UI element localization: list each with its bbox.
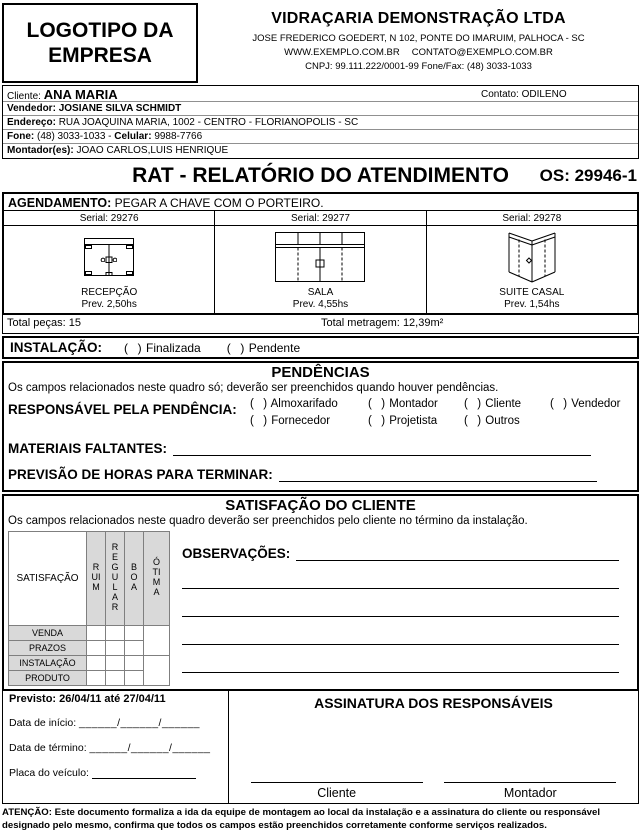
total-metragem (321, 317, 443, 329)
company-info (198, 3, 639, 83)
totals-row (2, 315, 639, 334)
row-label: VENDA (9, 626, 87, 641)
signature-montador (444, 767, 616, 800)
previsao-row (4, 467, 637, 482)
table-header-row (9, 532, 170, 626)
column-header-ruim (87, 532, 106, 626)
row-label: PRAZOS (9, 641, 87, 656)
item-col-suite (426, 211, 637, 313)
satisfaction-cell[interactable] (106, 641, 125, 656)
option-label: Projetista (389, 415, 438, 427)
satisfacao-content (4, 529, 637, 686)
satisfaction-cell[interactable] (87, 641, 106, 656)
door-diagram-recepcao (4, 226, 214, 287)
items-section (2, 211, 639, 315)
previsao-label: PREVISÃO DE HORAS PARA TERMINAR: (8, 467, 273, 482)
satisfacao-section (2, 494, 639, 691)
vendedor-name: JOSIANE SILVA SCHMIDT (58, 103, 182, 114)
item-serial: Serial: 29278 (427, 211, 637, 226)
option-label: Outros (485, 415, 520, 427)
contato-label: Contato: (481, 89, 519, 100)
column-header-label: REGULAR (111, 542, 119, 612)
placa-blank-line[interactable] (92, 768, 196, 779)
option-finalizada[interactable] (124, 341, 201, 355)
option-outros[interactable] (464, 413, 550, 430)
checkbox-pendente[interactable]: ( ) (226, 340, 246, 355)
satisfaction-cell[interactable] (125, 641, 144, 656)
row-label: INSTALAÇÃO (9, 656, 87, 671)
total-pecas-value: 15 (68, 317, 82, 329)
row-label: PRODUTO (9, 671, 87, 686)
corner-cell: SATISFAÇÃO (9, 532, 87, 626)
pendencias-title: PENDÊNCIAS (271, 364, 370, 381)
item-prev-hours: Prev. 1,54hs (504, 299, 560, 310)
page-title: RAT - RELATÓRIO DO ATENDIMENTO (132, 164, 509, 187)
column-header-otima (144, 532, 170, 626)
satisfaction-cell[interactable] (87, 656, 106, 671)
client-info-box (2, 85, 639, 159)
materiais-blank-line[interactable] (173, 443, 591, 456)
satisfaction-cell[interactable] (106, 656, 125, 671)
vendedor-label: Vendedor: (7, 103, 56, 114)
item-name: RECEPÇÃO (81, 287, 138, 298)
montadores-value: JOAO CARLOS,LUIS HENRIQUE (76, 145, 229, 156)
footer-warning: ATENÇÃO: Este documento formaliza a ida da equipe de montagem ao local da instalação e a assinatura do cliente ou responsável designado pelo mesmo, confirma que todos os campos estão preenchidos corretamente conforme serviços realizados. (2, 807, 600, 831)
satisfacao-title: SATISFAÇÃO DO CLIENTE (225, 497, 416, 514)
company-cnpj: CNPJ: 99.111.222/0001-99 Fone/Fax: (48) 3033-1033 (305, 61, 532, 72)
option-pendente[interactable] (227, 341, 300, 355)
data-inicio-blank[interactable]: ______/______/______ (79, 717, 200, 729)
door-diagram-sala (215, 226, 425, 287)
title-bar (2, 159, 639, 192)
data-inicio-row (9, 717, 222, 729)
company-contacts (198, 47, 639, 58)
observacoes-blank-line[interactable] (296, 548, 619, 561)
previsto-dates: Previsto: 26/04/11 até 27/04/11 (9, 693, 166, 705)
contato-name: ODILENO (521, 89, 567, 100)
company-logo (2, 3, 198, 83)
instalacao-row (2, 336, 639, 359)
item-prev-hours: Prev. 4,55hs (292, 299, 349, 310)
observacoes-row (182, 546, 633, 561)
cliente-name: ANA MARIA (43, 87, 118, 102)
client-row-fone (3, 130, 638, 144)
os-number: OS: 29946-1 (539, 166, 637, 185)
agendamento-label: AGENDAMENTO: (8, 196, 112, 210)
endereco-label: Endereço: (7, 117, 56, 128)
option-cliente[interactable] (464, 396, 550, 413)
contato (481, 89, 567, 100)
observacoes-blank-line[interactable] (182, 617, 619, 645)
satisfaction-cell[interactable] (87, 671, 106, 686)
materiais-label: MATERIAIS FALTANTES: (8, 441, 167, 456)
column-header-boa (125, 532, 144, 626)
table-row-instalacao (9, 656, 170, 671)
previsao-blank-line[interactable] (279, 469, 597, 482)
logo-text: LOGOTIPO DA EMPRESA (26, 19, 174, 67)
company-email: CONTATO@EXEMPLO.COM.BR (411, 47, 553, 58)
responsavel-label: RESPONSÁVEL PELA PENDÊNCIA: (8, 402, 237, 417)
data-inicio-label: Data de início: (9, 717, 77, 729)
cliente-label: Cliente: (7, 91, 41, 102)
checkbox-outros[interactable]: ( ) (464, 415, 483, 427)
agendamento-value: PEGAR A CHAVE COM O PORTEIRO. (114, 196, 324, 210)
option-label: Almoxarifado (270, 398, 338, 410)
dash-separator: - (108, 131, 112, 142)
data-termino-blank[interactable]: ______/______/______ (89, 742, 211, 754)
item-name: SALA (307, 287, 334, 298)
option-pendente-label: Pendente (248, 340, 301, 355)
total-metragem-value: 12,39m² (402, 317, 444, 329)
signature-cliente (251, 767, 423, 800)
dates-panel (3, 691, 229, 803)
signature-label-cliente: Cliente (317, 786, 357, 800)
celular-label: Celular: (114, 131, 152, 142)
item-col-recepcao (4, 211, 214, 313)
observacoes-blank-line[interactable] (182, 589, 619, 617)
client-row-cliente (3, 86, 638, 102)
observacoes-label: OBSERVAÇÕES: (182, 546, 291, 561)
option-label: Montador (389, 398, 438, 410)
option-label: Vendedor (571, 398, 621, 410)
satisfaction-cell[interactable] (106, 671, 125, 686)
responsavel-row (4, 396, 637, 430)
checkbox-cliente[interactable]: ( ) (464, 398, 483, 410)
fone-value: (48) 3033-1033 (37, 131, 106, 142)
pendencias-section (2, 361, 639, 492)
document-header (2, 3, 639, 83)
option-label: Cliente (485, 398, 522, 410)
celular-value: 9988-7766 (154, 131, 203, 142)
satisfacao-note: Os campos relacionados neste quadro deverão ser preenchidos pelo cliente no término da instalação. (8, 515, 528, 527)
total-metragem-label: Total metragem: (321, 317, 400, 329)
column-header-label: RUIM (91, 562, 101, 592)
checkbox-fornecedor[interactable]: ( ) (250, 415, 269, 427)
checkbox-finalizada[interactable]: ( ) (124, 340, 143, 355)
option-vendedor[interactable] (550, 396, 633, 413)
satisfaction-cell[interactable] (144, 656, 170, 686)
checkbox-montador[interactable]: ( ) (368, 398, 387, 410)
agendamento-row (2, 192, 639, 211)
option-almoxarifado[interactable] (250, 396, 368, 413)
column-header-label: BOA (130, 562, 138, 592)
item-col-sala (214, 211, 425, 313)
satisfaction-table (8, 531, 170, 686)
company-name: VIDRAÇARIA DEMONSTRAÇÃO LTDA (271, 10, 566, 27)
observacoes-area (170, 531, 633, 686)
pendencias-note: Os campos relacionados neste quadro só; deverão ser preenchidos quando houver pendências. (8, 382, 499, 394)
signature-line-montador[interactable] (444, 767, 616, 783)
option-label: Fornecedor (271, 415, 331, 427)
satisfaction-cell[interactable] (125, 626, 144, 641)
materiais-row (4, 441, 637, 456)
signatures-row (229, 767, 638, 800)
signature-label-montador: Montador (503, 786, 557, 800)
signatures-title: ASSINATURA DOS RESPONSÁVEIS (314, 695, 553, 711)
responsavel-options (250, 396, 633, 430)
company-website: WWW.EXEMPLO.COM.BR (284, 47, 400, 58)
observacoes-blank-line[interactable] (182, 561, 619, 589)
item-serial: Serial: 29277 (215, 211, 425, 226)
endereco-value: RUA JOAQUINA MARIA, 1002 - CENTRO - FLORIANOPOLIS - SC (58, 117, 359, 128)
satisfaction-cell[interactable] (144, 626, 170, 656)
column-header-regular (106, 532, 125, 626)
table-row-venda (9, 626, 170, 641)
signatures-panel (229, 691, 638, 803)
satisfaction-cell[interactable] (87, 626, 106, 641)
total-pecas-label: Total peças: (7, 317, 66, 329)
item-name: SUITE CASAL (499, 287, 565, 298)
option-fornecedor[interactable] (250, 413, 368, 430)
satisfaction-cell[interactable] (125, 671, 144, 686)
data-termino-row (9, 742, 222, 754)
checkbox-projetista[interactable]: ( ) (368, 415, 387, 427)
data-termino-label: Data de término: (9, 742, 87, 754)
option-projetista[interactable] (368, 413, 464, 430)
placa-row (9, 767, 222, 779)
corner-enclosure-diagram-suite (427, 226, 637, 287)
client-row-montadores (3, 144, 638, 158)
client-row-endereco (3, 116, 638, 130)
observacoes-blank-line[interactable] (182, 645, 619, 673)
item-serial: Serial: 29276 (4, 211, 214, 226)
bottom-section (2, 691, 639, 804)
instalacao-label: INSTALAÇÃO: (10, 340, 102, 355)
option-finalizada-label: Finalizada (146, 340, 201, 355)
checkbox-almoxarifado[interactable]: ( ) (250, 398, 269, 410)
company-address: JOSE FREDERICO GOEDERT, N 102, PONTE DO IMARUIM, PALHOCA - SC (252, 33, 585, 44)
satisfaction-cell[interactable] (106, 626, 125, 641)
fone-label: Fone: (7, 131, 35, 142)
checkbox-vendedor[interactable]: ( ) (550, 398, 569, 410)
montadores-label: Montador(es): (7, 145, 74, 156)
satisfaction-cell[interactable] (125, 656, 144, 671)
column-header-label: ÓTIMA (152, 557, 161, 597)
signature-line-cliente[interactable] (251, 767, 423, 783)
option-montador[interactable] (368, 396, 464, 413)
placa-label: Placa do veículo: (9, 767, 89, 779)
client-row-vendedor (3, 102, 638, 116)
item-prev-hours: Prev. 2,50hs (81, 299, 137, 310)
